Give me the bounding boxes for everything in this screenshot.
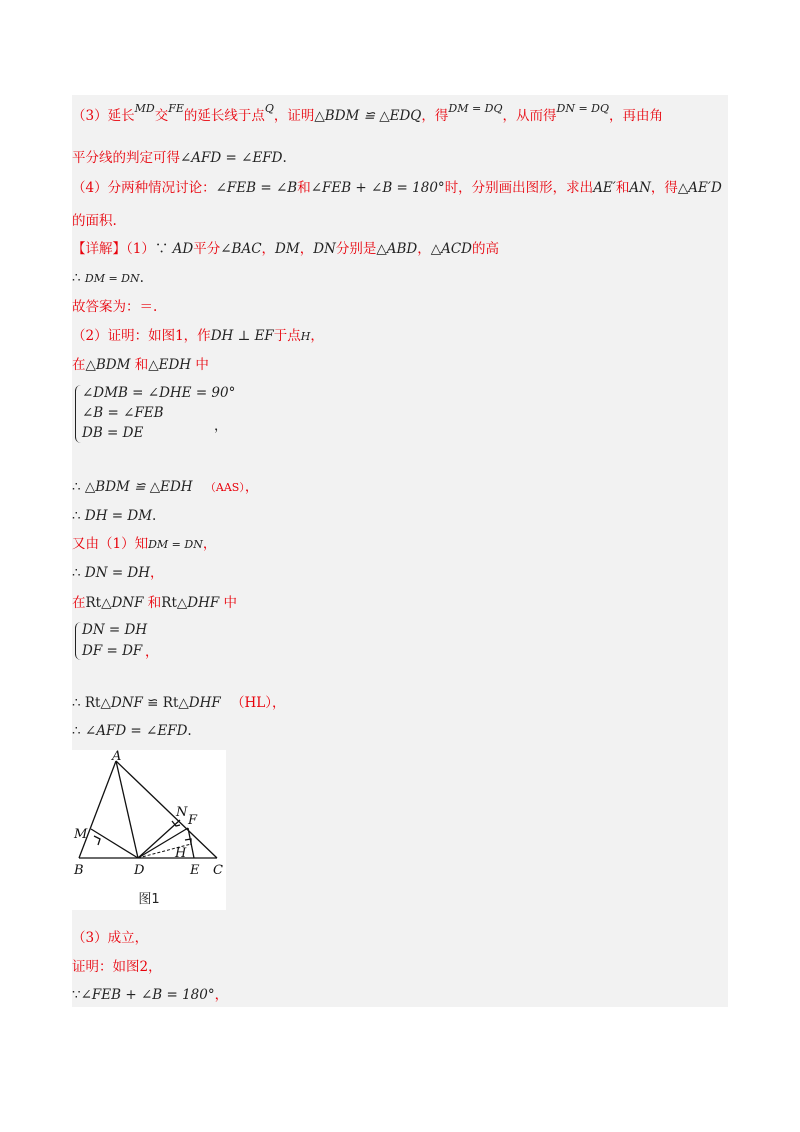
text: ， (299, 241, 314, 257)
label-b: B (74, 863, 84, 878)
math-eq: DN = DH (84, 565, 151, 581)
text: 的面积. (72, 213, 117, 229)
math-h: H (300, 330, 311, 343)
therefore-line-3 (72, 564, 164, 582)
math-triangle: △ACD (430, 241, 473, 257)
math-eq: DM = DN (148, 538, 203, 551)
text: 分别是 (335, 241, 377, 257)
math-triangle: △DNF (100, 695, 143, 711)
equation-system-1 (82, 383, 235, 443)
text: ，得 (421, 108, 449, 124)
text: 和 (147, 595, 162, 611)
text: ，得 (650, 180, 678, 196)
math-triangle: △BDM (85, 357, 131, 373)
therefore-symbol: ∴ (72, 565, 81, 581)
text: ， (310, 328, 324, 344)
therefore-line-1 (72, 269, 144, 288)
right-angle-mark-m (94, 836, 100, 845)
part3-holds-line (72, 929, 148, 947)
text: ，从而得 (502, 108, 557, 124)
text: 又由（1）知 (72, 536, 149, 552)
text: ， (202, 536, 217, 552)
text: ， (261, 241, 276, 257)
geometry-diagram (72, 750, 226, 886)
text: ， (214, 987, 229, 1003)
text: （1） (126, 241, 155, 257)
rt-label: Rt (161, 595, 177, 611)
text: 在 (72, 595, 86, 611)
text: 证明：如图2， (72, 959, 162, 975)
therefore-symbol: ∴ (72, 270, 81, 286)
segment-ab (79, 761, 116, 858)
detail-tag: 【详解】 (72, 241, 126, 257)
text: 中 (223, 595, 238, 611)
congruence-line-2 (72, 694, 286, 712)
part2-proof-line (72, 327, 324, 346)
therefore-symbol: ∴ (72, 479, 81, 495)
math-dm: DM (275, 241, 300, 257)
text: 和 (615, 180, 630, 196)
proof-figure2-line (72, 958, 162, 976)
label-h: H (175, 846, 187, 861)
reason-hl: （HL） (231, 695, 273, 711)
math-congruence: △BDM ≌ △EDH (84, 479, 193, 495)
text: 平分线的判定可得 (72, 150, 180, 166)
text: （4）分两种情况讨论： (72, 180, 216, 196)
in-triangles-line-2 (72, 594, 237, 612)
text: . (139, 270, 144, 286)
therefore-symbol: ∴ (72, 723, 81, 739)
text: 时，分别画出图形，求出 (444, 180, 594, 196)
because-symbol: ∵ (72, 987, 81, 1003)
text: . (282, 150, 287, 166)
equation: DN = DH (82, 622, 148, 638)
math-eq: ∠AFD = ∠EFD (84, 723, 188, 739)
hint-part3-line2 (72, 149, 287, 167)
rt-label: Rt (84, 695, 101, 711)
hint-part3-line1 (72, 102, 664, 126)
left-brace (75, 385, 82, 443)
text: . (152, 508, 157, 524)
math-eq: ∠AFD = ∠EFD (180, 150, 283, 166)
math-eq: ∠FEB + ∠B = 180° (80, 987, 215, 1003)
math-eq: DH = DM (84, 508, 153, 524)
math-eq: DM = DQ (448, 102, 503, 115)
text: （3）成立， (72, 930, 149, 946)
label-c: C (213, 863, 223, 878)
math-dn: DN (313, 241, 336, 257)
text: 中 (195, 357, 209, 373)
text: ，证明 (273, 108, 315, 124)
math-an: AN (629, 180, 651, 196)
text: （3）延长 (72, 108, 135, 124)
math-eq: DN = DQ (556, 102, 610, 115)
math-eq: ∠FEB = ∠B (215, 180, 298, 196)
text: 的延长线于点 (183, 108, 265, 124)
text: ，再由角 (609, 108, 664, 124)
text: ， (145, 644, 159, 660)
label-m: M (74, 827, 88, 842)
therefore-symbol: ∴ (72, 508, 81, 524)
math-triangle: △AE′D (677, 180, 722, 196)
text: . (187, 723, 192, 739)
therefore-line-2 (72, 507, 156, 525)
math-eq: ∠FEB + ∠B = 180° (310, 180, 445, 196)
math-angle: ∠BAC (220, 241, 262, 257)
therefore-symbol: ∴ (72, 695, 81, 711)
text: 于点 (273, 328, 301, 344)
text: 的高 (472, 241, 500, 257)
math-eq: DM = DN (84, 272, 140, 285)
figure-1 (72, 750, 226, 910)
in-triangles-line-1 (72, 356, 209, 374)
equation-system-2 (82, 620, 147, 662)
because-line (72, 986, 228, 1004)
text: ， (214, 418, 228, 434)
math-triangle: △DHF (178, 695, 221, 711)
rt-label: Rt (162, 695, 179, 711)
label-e: E (190, 863, 200, 878)
also-line (72, 535, 216, 554)
text: 故答案为：＝. (72, 299, 158, 315)
left-brace (75, 622, 82, 660)
math-fe: FE (168, 102, 184, 115)
because-symbol: ∵ (154, 241, 169, 257)
math-md: MD (134, 102, 155, 115)
equation: ∠B = ∠FEB (82, 405, 164, 421)
text: （2）证明：如图1，作 (72, 328, 211, 344)
text: ， (150, 565, 164, 581)
text: 和 (134, 357, 149, 373)
text: 交 (154, 108, 169, 124)
figure-caption: 图1 (138, 892, 160, 907)
math-triangle: △DHF (176, 595, 220, 611)
math-q: Q (264, 102, 274, 115)
answer-line (72, 298, 157, 316)
label-a: A (112, 750, 122, 764)
math-triangle: △EDH (148, 357, 192, 373)
text: 平分 (193, 241, 221, 257)
hint-part4-line1 (72, 179, 722, 197)
label-n: N (176, 805, 188, 820)
label-f: F (188, 813, 198, 828)
math-ad: AD (172, 241, 194, 257)
segment-ad (116, 761, 138, 858)
congruence-line-1 (72, 478, 258, 497)
math-ae: AE′ (593, 180, 616, 196)
math-triangle: △DNF (101, 595, 144, 611)
equation: DB = DE (82, 425, 144, 441)
text: ， (272, 695, 286, 711)
label-d: D (134, 863, 145, 878)
equation: ∠DMB = ∠DHE = 90° (82, 385, 236, 401)
therefore-line-4 (72, 722, 192, 740)
detail-line (72, 240, 499, 258)
equation: DF = DF (82, 643, 143, 659)
hint-part4-line2 (72, 212, 117, 230)
text: ， (244, 479, 259, 495)
math-congruence: △BDM ≌ △EDQ (314, 108, 422, 124)
document-content (72, 95, 728, 1007)
math-eq: DH ⊥ EF (210, 328, 274, 344)
segment-ac (116, 761, 217, 858)
rt-label: Rt (85, 595, 102, 611)
reason-aas: （AAS） (204, 481, 245, 494)
text: ， (417, 241, 431, 257)
math-triangle: △ABD (376, 241, 418, 257)
text: 和 (297, 180, 311, 196)
text: 在 (72, 357, 86, 373)
congruent-symbol: ≌ (147, 695, 159, 711)
